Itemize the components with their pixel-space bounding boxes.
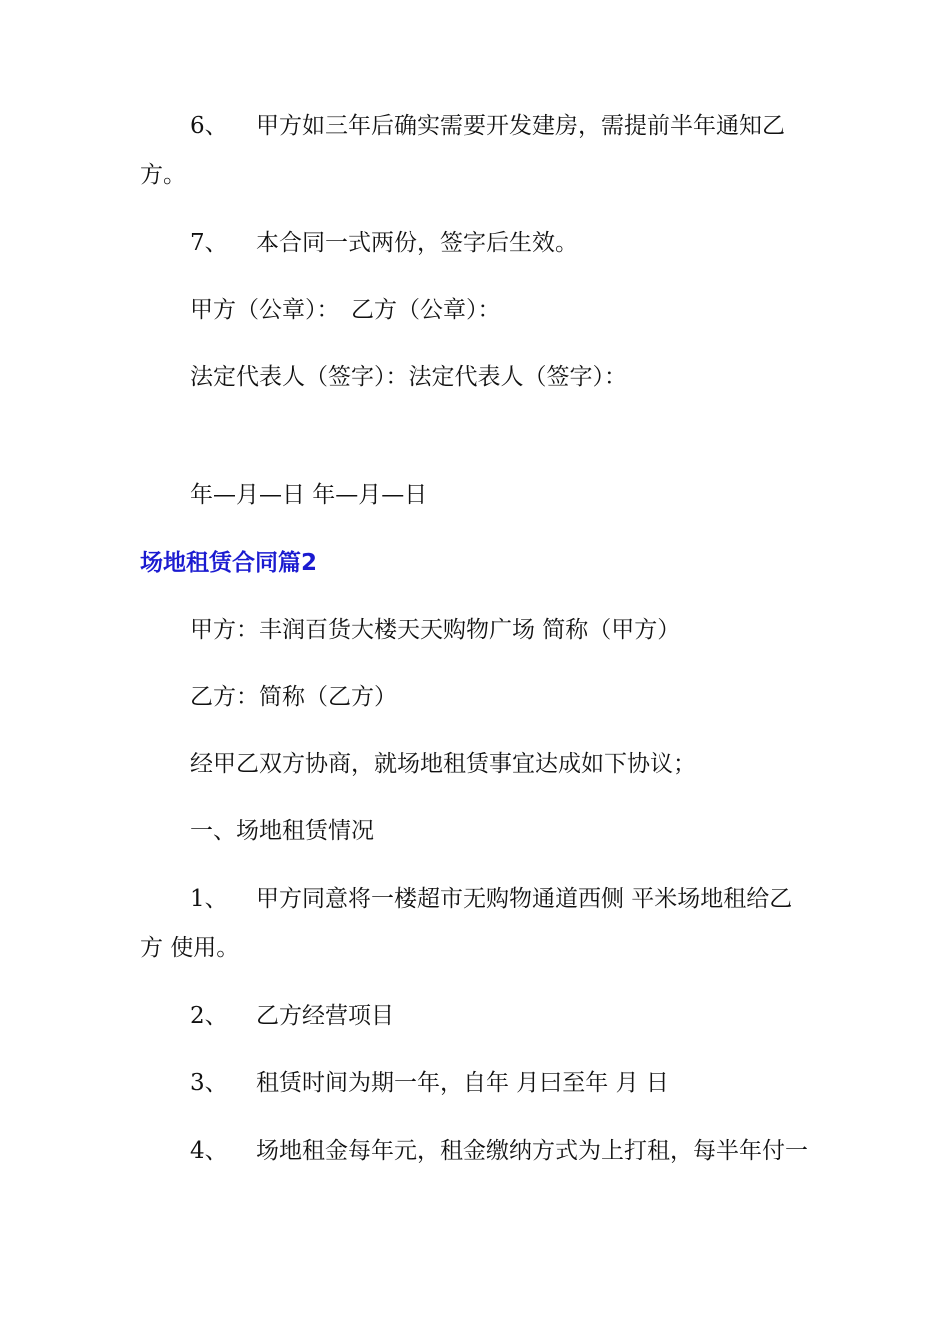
lease-item-1-number: 1、 bbox=[190, 886, 228, 912]
clause-6 bbox=[190, 111, 785, 141]
section-heading: 场地租赁合同篇2 bbox=[140, 550, 318, 576]
lease-item-1 bbox=[190, 884, 792, 914]
lease-item-1-continuation: 方 使用。 bbox=[140, 935, 240, 961]
lease-item-4-text: 场地租金每年元，租金缴纳方式为上打租，每半年付一 bbox=[256, 1138, 808, 1164]
clause-7-number: 7、 bbox=[190, 230, 228, 256]
clause-6-number: 6、 bbox=[190, 113, 228, 139]
lease-item-2 bbox=[190, 1001, 394, 1031]
lease-item-2-number: 2、 bbox=[190, 1003, 228, 1029]
date-line: 年—月—日 年—月—日 bbox=[190, 482, 428, 508]
seal-line: 甲方（公章）： 乙方（公章）： bbox=[190, 297, 501, 323]
lease-item-1-text: 甲方同意将一楼超市无购物通道西侧 平米场地租给乙 bbox=[256, 886, 793, 912]
subheading-lease-situation: 一、场地租赁情况 bbox=[190, 818, 374, 844]
party-b-line: 乙方：简称（乙方） bbox=[190, 684, 397, 710]
clause-6-text: 甲方如三年后确实需要开发建房，需提前半年通知乙 bbox=[256, 113, 785, 139]
intro-paragraph: 经甲乙双方协商，就场地租赁事宜达成如下协议； bbox=[190, 751, 696, 777]
lease-item-2-text: 乙方经营项目 bbox=[256, 1003, 394, 1029]
lease-item-4-number: 4、 bbox=[190, 1138, 228, 1164]
party-a-line: 甲方：丰润百货大楼天天购物广场 简称（甲方） bbox=[190, 617, 681, 643]
lease-item-3-text: 租赁时间为期一年，自年 月曰至年 月 日 bbox=[256, 1070, 669, 1096]
lease-item-3 bbox=[190, 1068, 669, 1098]
clause-6-continuation: 方。 bbox=[140, 162, 186, 188]
lease-item-4 bbox=[190, 1136, 808, 1166]
representative-signature-line: 法定代表人（签字）：法定代表人（签字）： bbox=[190, 364, 627, 390]
lease-item-3-number: 3、 bbox=[190, 1070, 228, 1096]
clause-7-text: 本合同一式两份，签字后生效。 bbox=[256, 230, 578, 256]
clause-7 bbox=[190, 228, 578, 258]
